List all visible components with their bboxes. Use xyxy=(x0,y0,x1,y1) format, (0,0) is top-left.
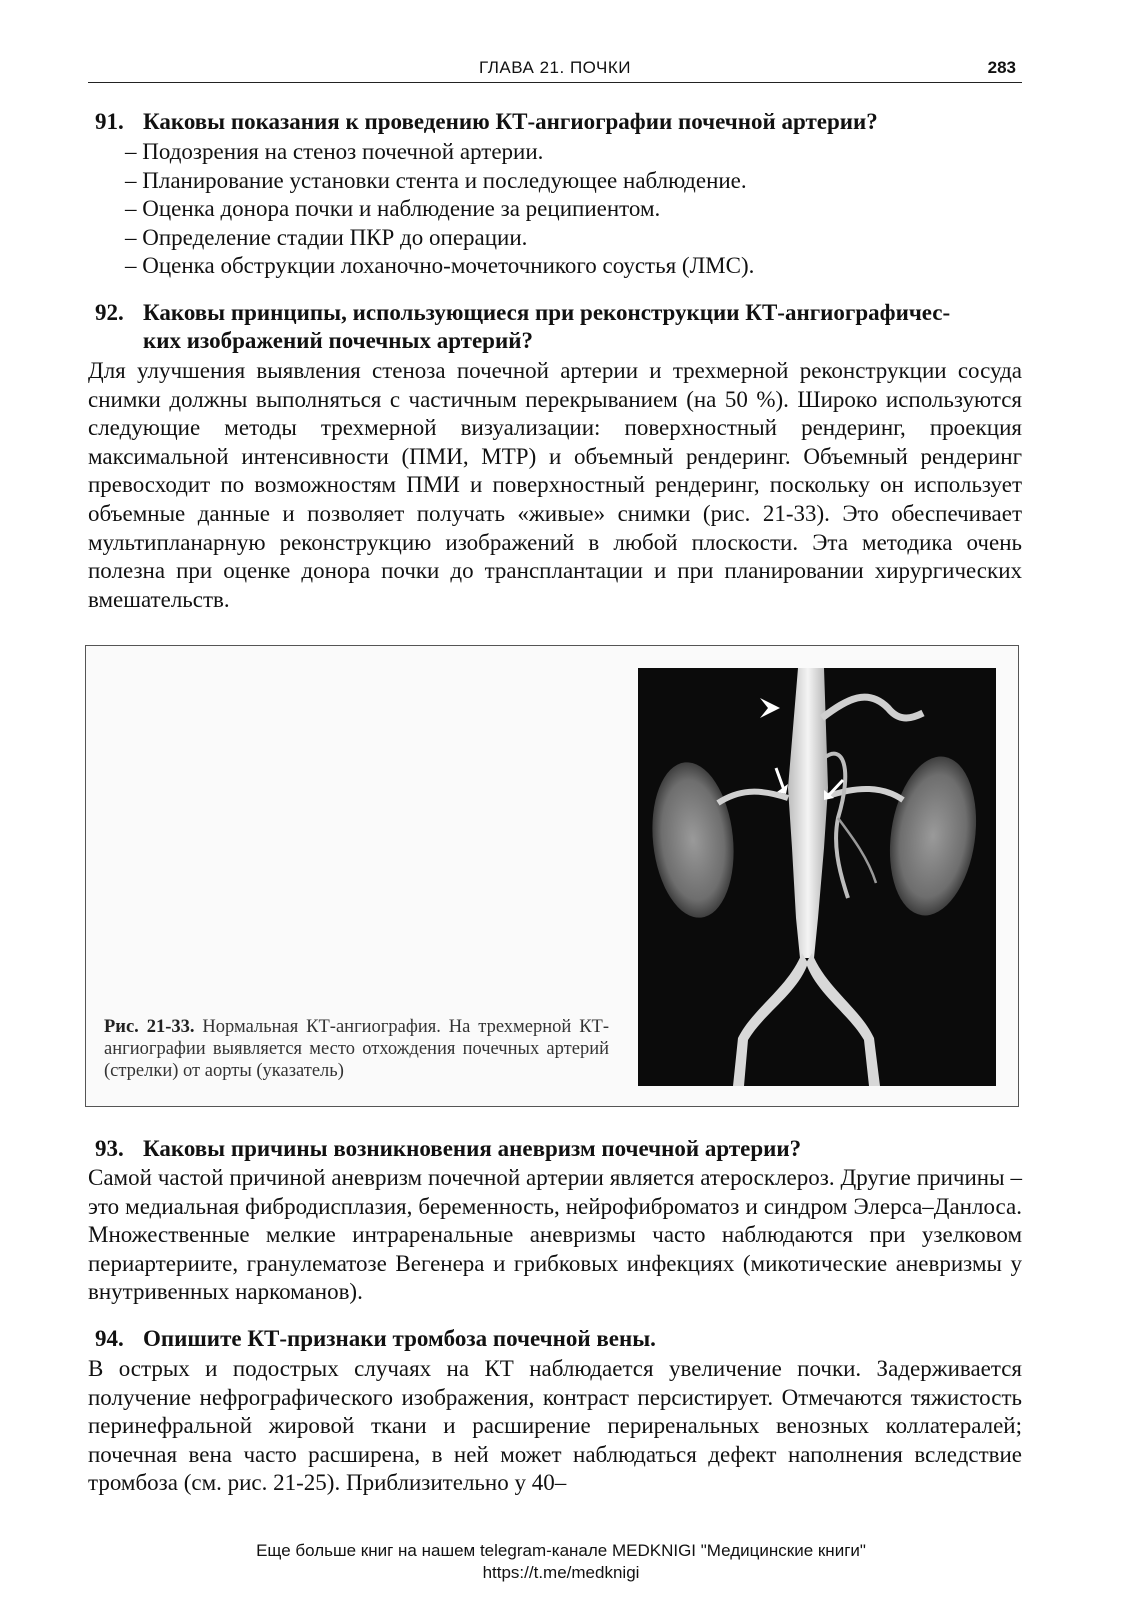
page-number: 283 xyxy=(987,58,1016,77)
list-item: – Оценка обструкции лоханочно-мочеточникого соустья (ЛМС). xyxy=(125,253,755,279)
figure-caption xyxy=(104,1016,609,1082)
figure-label: Рис. 21-33. xyxy=(104,1017,195,1037)
question-text-line1: Каковы принципы, использующиеся при реконструкции КТ-ангиографичес- xyxy=(143,300,951,325)
figure-21-33 xyxy=(85,645,1019,1107)
question-94-title xyxy=(95,1325,656,1353)
footer-link[interactable]: https://t.me/medknigi xyxy=(482,1563,640,1582)
figure-caption-text: Нормальная КТ-ангиография. На трехмерной КТ-ангиографии выявляется место отхождения почечных артерий (стрелки) от аорты (указатель) xyxy=(104,1017,609,1081)
question-number: 91. xyxy=(95,109,124,134)
answer-92: Для улучшения выявления стеноза почечной артерии и трехмерной реконструкции сосуда снимки должны выполняться с частичным перекрыванием (на 50 %). Широко используются следующие методы трехмерной визуализации: поверхностный рендеринг, проекция максимальной интенсивности (ПМИ, МТР) и объемный рендеринг. Объемный рендеринг превосходит по возможностям ПМИ и поверхностный рендеринг, поскольку он использует объемные данные и позволяет получать «живые» снимки (рис. 21-33). Это обеспечивает мультипланарную реконструкцию изображений в любой плоскости. Эта методика очень полезна при оценке донора почки до трансплантации и при планировании хирургических вмешательств. xyxy=(88,358,1022,612)
ct-angiography-image xyxy=(638,668,996,1086)
question-92-title xyxy=(95,299,1025,355)
question-number: 92. xyxy=(95,300,124,325)
indications-list xyxy=(125,138,754,281)
list-item: – Подозрения на стеноз почечной артерии. xyxy=(125,139,544,164)
footer-line1: Еще больше книг на нашем telegram-канале MEDKNIGI "Медицинские книги" xyxy=(256,1541,866,1560)
question-text: Каковы показания к проведению КТ-ангиографии почечной артерии? xyxy=(143,109,878,134)
question-text: Каковы причины возникновения аневризм почечной артерии? xyxy=(143,1136,802,1161)
question-number: 93. xyxy=(95,1136,124,1161)
question-93-title xyxy=(95,1135,801,1163)
question-number: 94. xyxy=(95,1326,124,1351)
page-header xyxy=(88,56,1022,83)
question-text-line2: ких изображений почечных артерий? xyxy=(143,328,533,353)
list-item: – Планирование установки стента и последующее наблюдение. xyxy=(125,167,747,193)
footer-promo xyxy=(0,1540,1122,1584)
question-91-title xyxy=(95,108,878,136)
question-text: Опишите КТ-признаки тромбоза почечной вены. xyxy=(143,1326,656,1351)
angiography-illustration xyxy=(638,668,996,1086)
list-item: – Определение стадии ПКР до операции. xyxy=(125,224,528,250)
answer-93: Самой частой причиной аневризм почечной артерии является атеросклероз. Другие причины – это медиальная фибродисплазия, беременность, нейрофиброматоз и синдром Элерса–Данлоса. Множественные мелкие интраренальные аневризмы часто наблюдаются при узелковом периартериите, гранулематозе Вегенера и грибковых инфекциях (микотические аневризмы у внутривенных наркоманов). xyxy=(88,1165,1022,1305)
chapter-title: ГЛАВА 21. ПОЧКИ xyxy=(479,58,631,77)
list-item: – Оценка донора почки и наблюдение за реципиентом. xyxy=(125,196,661,222)
answer-94: В острых и подострых случаях на КТ наблюдается увеличение почки. Задерживается получение нефрографического изображения, контраст персистирует. Отмечаются тяжистость перинефральной жировой ткани и расширение периренальных венозных коллатералей; почечная вена часто расширена, в ней может наблюдаться дефект наполнения вследствие тромбоза (см. рис. 21-25). Приблизительно у 40– xyxy=(88,1356,1022,1496)
